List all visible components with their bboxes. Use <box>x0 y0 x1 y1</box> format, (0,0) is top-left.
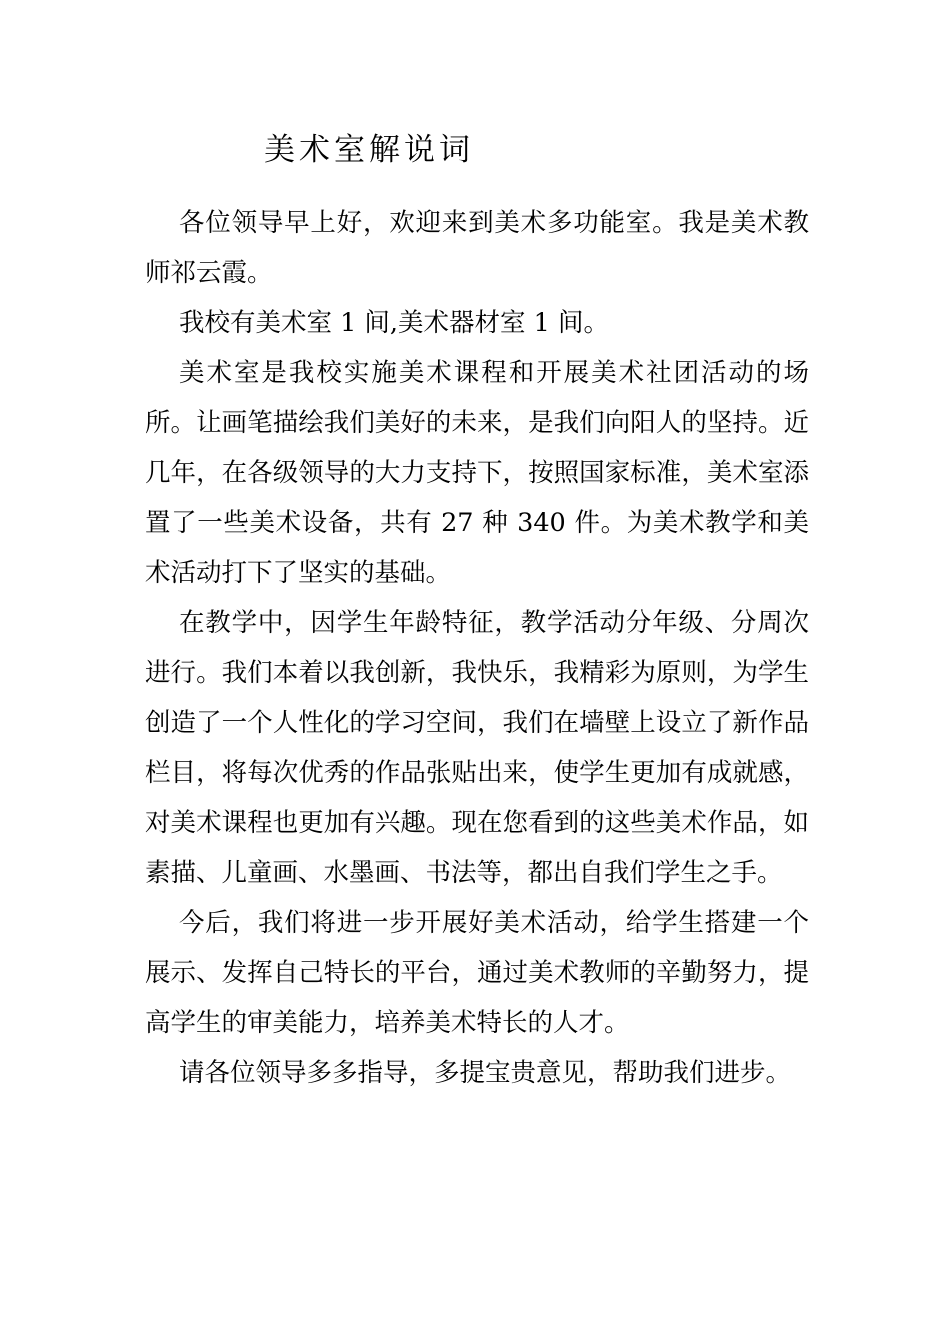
paragraph-equipment: 美术室是我校实施美术课程和开展美术社团活动的场所。让画笔描绘我们美好的未来，是我们向阳人的坚持。近几年，在各级领导的大力支持下，按照国家标准，美术室添置了一些美术设备，共有 27 种 340 件。为美术教学和美术活动打下了坚实的基础。 <box>145 358 809 588</box>
paragraph-teaching: 在教学中，因学生年龄特征，教学活动分年级、分周次进行。我们本着以我创新，我快乐，我精彩为原则，为学生创造了一个人性化的学习空间，我们在墙壁上设立了新作品栏目，将每次优秀的作品张贴出来，使学生更加有成就感，对美术课程也更加有兴趣。现在您看到的这些美术作品，如素描、儿童画、水墨画、书法等，都出自我们学生之手。 <box>145 608 809 888</box>
paragraph-future: 今后，我们将进一步开展好美术活动，给学生搭建一个展示、发挥自己特长的平台，通过美术教师的辛勤努力，提高学生的审美能力，培养美术特长的人才。 <box>145 908 809 1038</box>
document-title: 美术室解说词 <box>264 132 474 168</box>
document-body <box>145 198 809 1098</box>
paragraph-closing: 请各位领导多多指导，多提宝贵意见，帮助我们进步。 <box>179 1058 792 1088</box>
paragraph-rooms: 我校有美术室 1 间,美术器材室 1 间。 <box>179 308 609 338</box>
paragraph-greeting: 各位领导早上好，欢迎来到美术多功能室。我是美术教师祁云霞。 <box>145 208 809 288</box>
